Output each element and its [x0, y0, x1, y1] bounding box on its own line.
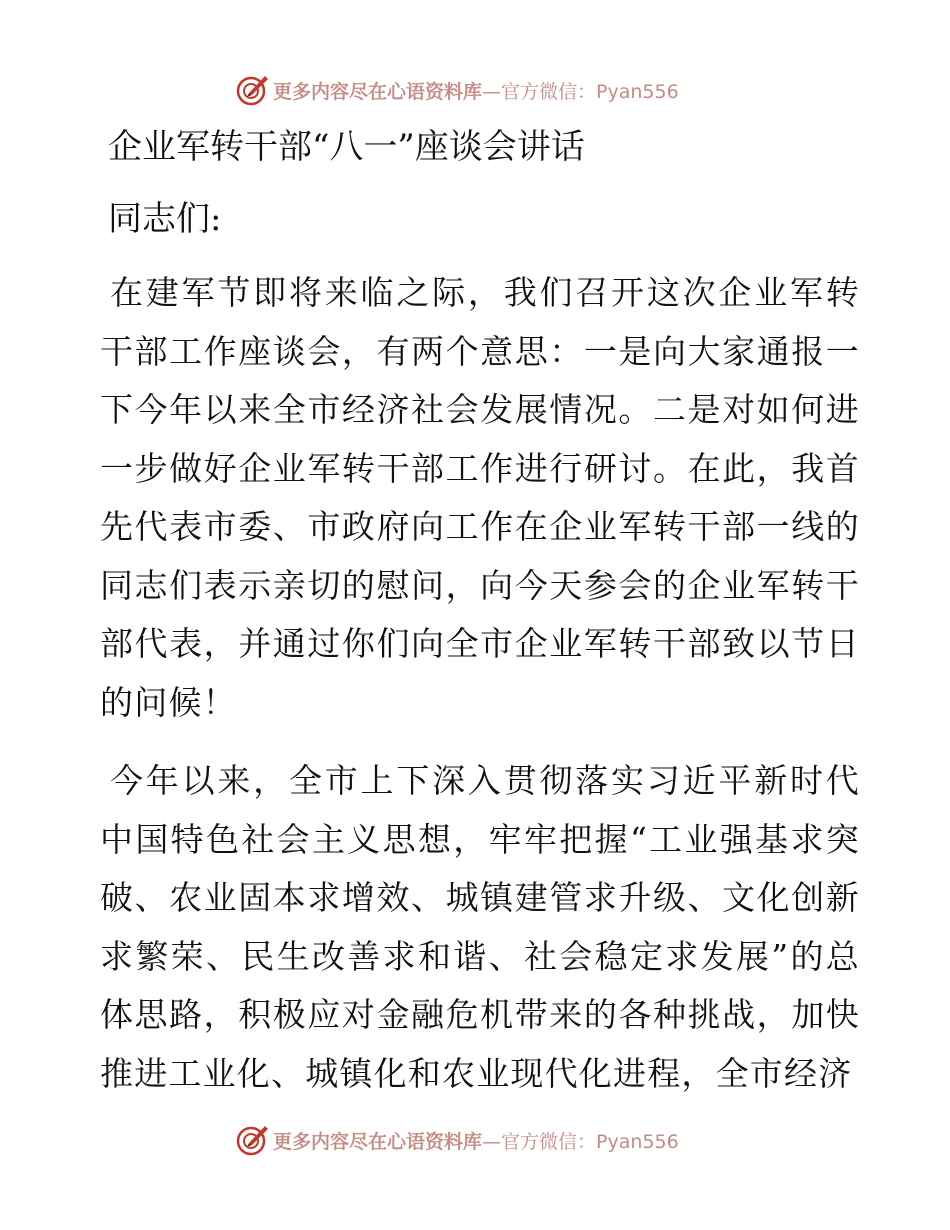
pen-logo-icon — [235, 73, 269, 107]
header-watermark — [235, 72, 679, 108]
paragraph: 在建军节即将来临之际，我们召开这次企业军转干部工作座谈会，有两个意思：一是向大家通报一下今年以来全市经济社会发展情况。二是对如何进一步做好企业军转干部工作进行研讨。在此，我首先代表市委、市政府向工作在企业军转干部一线的同志们表示亲切的慰问，向今天参会的企业军转干部代表，并通过你们向全市企业军转干部致以节日的问候！ — [100, 273, 860, 722]
watermark-text: 更多内容尽在心语资料库—官方微信：Pyan556 — [273, 80, 679, 103]
paragraph: 今年以来，全市上下深入贯彻落实习近平新时代中国特色社会主义思想，牢牢把握“工业强基求突破、农业固本求增效、城镇建管求升级、文化创新求繁荣、民生改善求和谐、社会稳定求发展”的总体思路，积极应对金融危机带来的各种挑战，加快推进工业化、城镇化和农业现代化进程，全市经济 — [100, 761, 860, 1093]
document-body — [100, 118, 860, 1103]
watermark-text: 更多内容尽在心语资料库—官方微信：Pyan556 — [273, 1130, 679, 1153]
pen-logo-icon — [235, 1123, 269, 1157]
footer-watermark — [235, 1122, 679, 1158]
salutation: 同志们: — [108, 199, 222, 239]
page-title: 企业军转干部“八一”座谈会讲话 — [108, 127, 585, 167]
